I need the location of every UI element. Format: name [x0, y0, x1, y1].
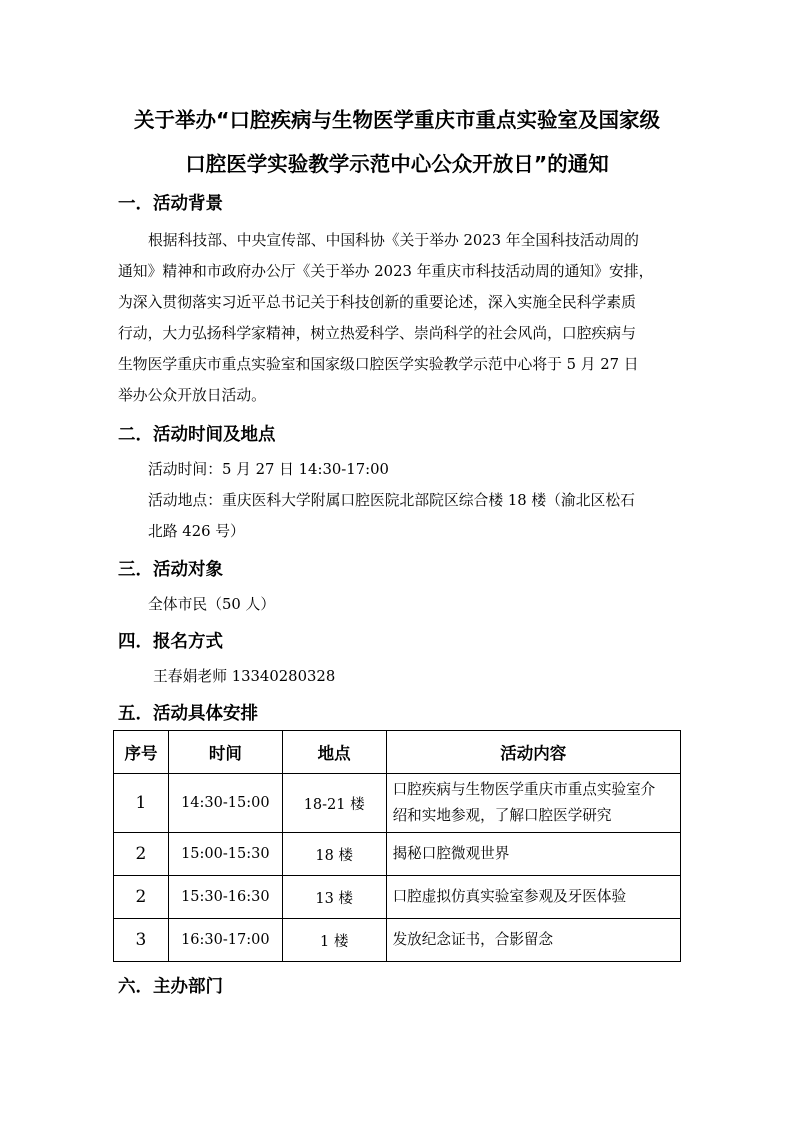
document-title-line-1: 关于举办“口腔疾病与生物医学重庆市重点实验室及国家级 — [134, 108, 660, 132]
row-number: 1 — [114, 774, 169, 833]
row-content-line-1: 口腔疾病与生物医学重庆市重点实验室介 — [392, 781, 656, 798]
section-heading-schedule: 五．活动具体安排 — [118, 704, 258, 724]
activity-time: 活动时间：5 月 27 日 14:30-17:00 — [148, 461, 389, 478]
table-row — [114, 919, 681, 962]
activity-place-line-1: 活动地点：重庆医科大学附属口腔医院北部院区综合楼 18 楼（渝北区松石 — [148, 492, 635, 509]
column-header-place: 地点 — [282, 731, 386, 774]
table-row — [114, 876, 681, 919]
row-time: 16:30-17:00 — [168, 919, 282, 962]
audience-text: 全体市民（50 人） — [148, 596, 276, 613]
table-row — [114, 833, 681, 876]
row-time: 14:30-15:00 — [168, 774, 282, 833]
row-time: 15:30-16:30 — [168, 876, 282, 919]
column-header-content: 活动内容 — [386, 731, 680, 774]
background-paragraph-line: 通知》精神和市政府办公厅《关于举办 2023 年重庆市科技活动周的通知》安排， — [118, 263, 654, 280]
section-heading-organizer: 六．主办部门 — [118, 977, 223, 997]
row-content — [386, 774, 680, 833]
row-place: 18 楼 — [282, 833, 386, 876]
row-number: 2 — [114, 833, 169, 876]
row-place: 1 楼 — [282, 919, 386, 962]
column-header-time: 时间 — [168, 731, 282, 774]
table-header-row — [114, 731, 681, 774]
row-place: 18-21 楼 — [282, 774, 386, 833]
background-paragraph-line: 举办公众开放日活动。 — [118, 387, 266, 404]
table-row — [114, 774, 681, 833]
row-number: 2 — [114, 876, 169, 919]
section-heading-time-place: 二．活动时间及地点 — [118, 425, 276, 445]
row-number: 3 — [114, 919, 169, 962]
background-paragraph-line: 行动，大力弘扬科学家精神，树立热爱科学、崇尚科学的社会风尚，口腔疾病与 — [118, 325, 636, 342]
column-header-number: 序号 — [114, 731, 169, 774]
document-title-line-2: 口腔医学实验教学示范中心公众开放日”的通知 — [185, 152, 609, 176]
section-heading-background: 一．活动背景 — [118, 194, 223, 214]
background-paragraph-line: 为深入贯彻落实习近平总书记关于科技创新的重要论述，深入实施全民科学素质 — [118, 294, 636, 311]
activity-place-line-2: 北路 426 号） — [148, 523, 245, 540]
row-content-line-2: 绍和实地参观，了解口腔医学研究 — [392, 807, 612, 824]
background-paragraph-line: 生物医学重庆市重点实验室和国家级口腔医学实验教学示范中心将于 5 月 27 日 — [118, 356, 639, 373]
section-heading-audience: 三．活动对象 — [118, 560, 223, 580]
section-heading-registration: 四．报名方式 — [118, 632, 223, 652]
schedule-table — [113, 730, 681, 962]
row-content: 发放纪念证书，合影留念 — [386, 919, 680, 962]
row-content: 口腔虚拟仿真实验室参观及牙医体验 — [386, 876, 680, 919]
row-place: 13 楼 — [282, 876, 386, 919]
row-content: 揭秘口腔微观世界 — [386, 833, 680, 876]
row-time: 15:00-15:30 — [168, 833, 282, 876]
registration-contact: 王春娟老师 13340280328 — [153, 668, 336, 685]
background-paragraph-line: 根据科技部、中央宣传部、中国科协《关于举办 2023 年全国科技活动周的 — [148, 232, 639, 249]
